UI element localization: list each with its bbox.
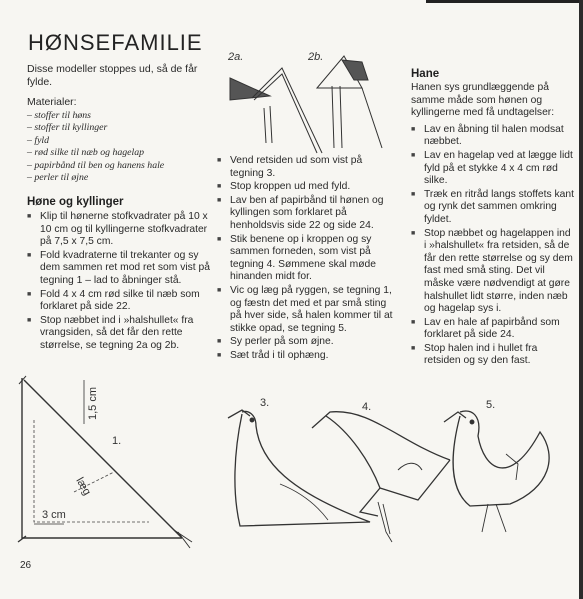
rooster-step: ■ Lav en åbning til halen modsat næbbet. <box>411 124 575 149</box>
figure-2b-drawing <box>317 56 382 148</box>
figures-3-4-5 <box>220 392 578 552</box>
figure-2b-label: 2b. <box>308 51 324 63</box>
mid-step: ■ Vend retsiden ud som vist på tegning 3. <box>217 155 397 180</box>
figure-1-dim-bottom: 3 cm <box>42 509 66 521</box>
figure-2a-label: 2a. <box>228 51 244 63</box>
material-item: – stoffer til høns <box>27 110 164 122</box>
material-item: – perler til øjne <box>27 172 164 184</box>
figure-1-seam <box>34 420 149 522</box>
figure-1 <box>14 372 210 554</box>
materials-list <box>27 110 164 184</box>
hen-section <box>27 196 217 354</box>
rooster-intro: Hanen sys grundlæggende på samme måde som hønen og kyllingerne med få undtagelser: <box>411 82 555 119</box>
mid-step: ■ Lav ben af papirbånd til hønen og kyllingen som forklaret på henholdsvis side 22 og side 24. <box>217 195 397 233</box>
material-item: – papirbånd til ben og hanens hale <box>27 160 164 172</box>
figure-3-drawing <box>228 410 370 526</box>
mid-step: ■ Sæt tråd i til ophæng. <box>217 350 397 363</box>
mid-steps <box>217 155 397 363</box>
rooster-step: ■ Lav en hagelap ved at lægge lidt fyld på et stykke 4 x 4 cm rød silke. <box>411 150 575 188</box>
material-item: – rød silke til næb og hagelap <box>27 147 164 159</box>
figure-4-label: 4. <box>362 401 372 413</box>
hen-step: ■ Stop næbbet ind i »halshullet« fra vrangsiden, så det får den rette størrelse, se tegning 2a og 2b. <box>27 315 217 353</box>
figure-1-fold-label: læg <box>73 475 93 498</box>
figure-2a-drawing <box>230 68 322 153</box>
rooster-step: ■ Stop halen ind i hullet fra retsiden og sy den fast. <box>411 343 575 368</box>
figure-5-label: 5. <box>486 399 496 411</box>
rooster-step: ■ Træk en ritråd langs stoffets kant og rynk det sammen omkring fyldet. <box>411 189 575 227</box>
hen-steps <box>27 211 217 353</box>
figure-1-label: 1. <box>112 435 122 447</box>
figure-2a-2b <box>222 48 402 158</box>
rooster-heading: Hane <box>411 68 440 80</box>
rooster-steps <box>411 124 575 368</box>
figure-4-drawing <box>312 412 450 542</box>
page-edge-shadow <box>579 0 583 599</box>
figure-1-dim-top: 1,5 cm <box>87 386 99 420</box>
rooster-step: ■ Stop næbbet og hagelappen ind i »halshullet« fra retsiden, så de får den rette størrelse og sy dem fast med små sting. Det vil måske være nødvendigt at gøre halshullet lidt større, inden næb og hagelap sys i. <box>411 228 575 316</box>
hen-step: ■ Klip til hønerne stofkvadrater på 10 x 10 cm og til kyllingerne stofkvadrater på 7,5 x 7,5 cm. <box>27 211 217 249</box>
material-item: – fyld <box>27 135 164 147</box>
top-rule <box>426 0 583 3</box>
rooster-section <box>411 68 575 369</box>
material-item: – stoffer til kyllinger <box>27 122 164 134</box>
mid-section <box>217 155 397 364</box>
page-title: HØNSEFAMILIE <box>28 30 203 55</box>
hen-heading: Høne og kyllinger <box>27 196 124 208</box>
materials-heading: Materialer: <box>27 96 77 108</box>
intro-text: Disse modeller stoppes ud, så de får fylde. <box>27 63 198 88</box>
mid-step: ■ Stop kroppen ud med fyld. <box>217 181 397 194</box>
mid-step: ■ Sy perler på som øjne. <box>217 336 397 349</box>
mid-step: ■ Vic og læg på ryggen, se tegning 1, og fæstn det med et par små sting på hver side, så halen kommer til at stikke opad, se tegning 5. <box>217 285 397 335</box>
mid-step: ■ Stik benene op i kroppen og sy sammen forneden, som vist på tegning 4. Sømmene skal møde hinanden midt for. <box>217 234 397 284</box>
page-number: 26 <box>20 560 32 571</box>
figure-3-label: 3. <box>260 397 270 409</box>
hen-step: ■ Fold kvadraterne til trekanter og sy dem sammen ret mod ret som vist på tegning 1 – lad to åbninger stå. <box>27 250 217 288</box>
figure-5-drawing <box>444 411 549 532</box>
hen-step: ■ Fold 4 x 4 cm rød silke til næb som forklaret på side 22. <box>27 289 217 314</box>
rooster-step: ■ Lav en hale af papirbånd som forklaret på side 24. <box>411 317 575 342</box>
